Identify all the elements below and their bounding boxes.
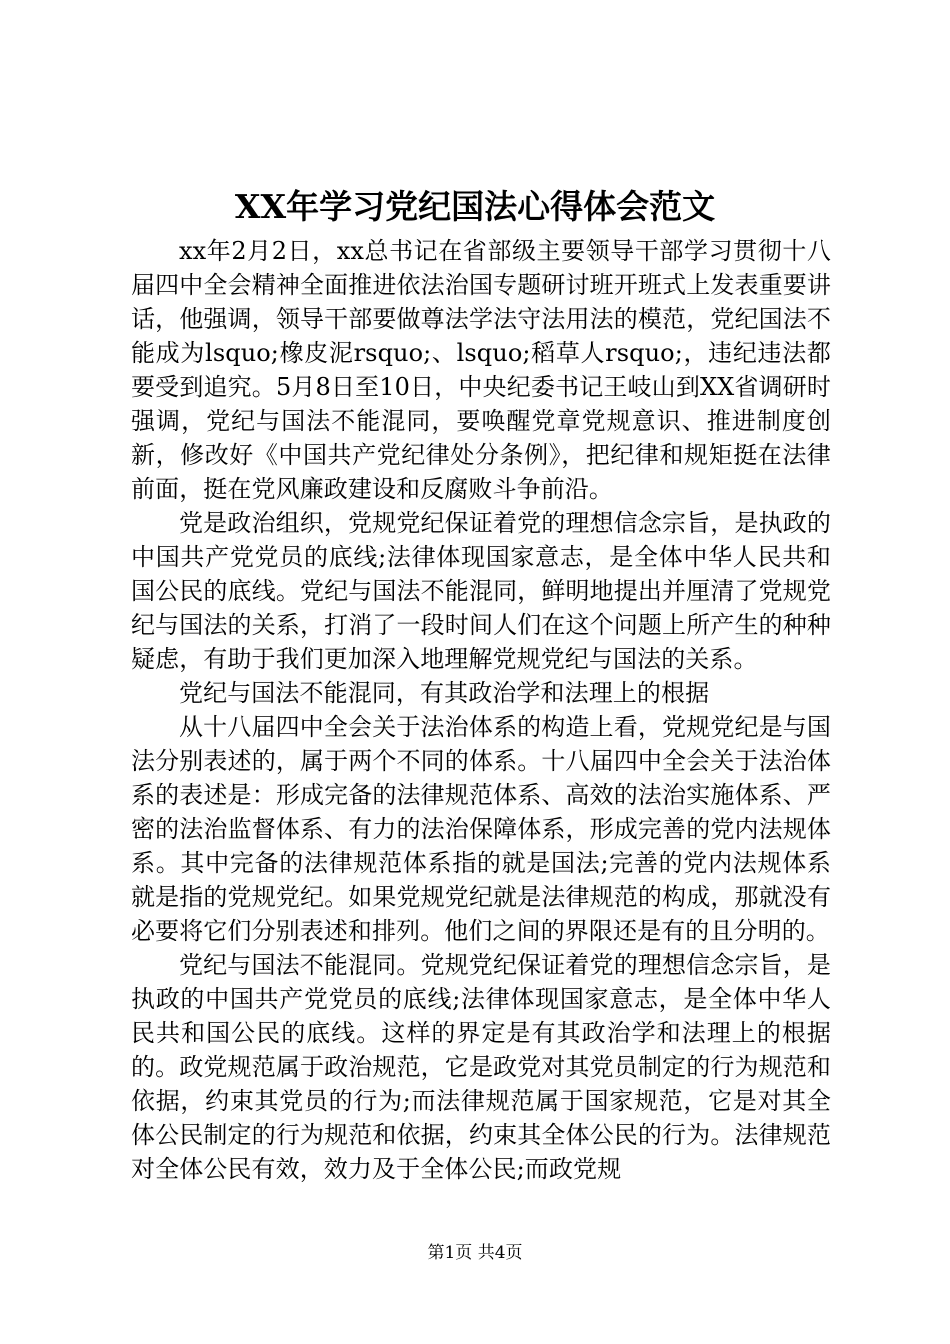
document-body (131, 234, 831, 1186)
paragraph: xx年2月2日，xx总书记在省部级主要领导干部学习贯彻十八届四中全会精神全面推进依法治国专题研讨班开班式上发表重要讲话，他强调，领导干部要做尊法学法守法用法的模范，党纪国法不能成为lsquo;橡皮泥rsquo;、lsquo;稻草人rsquo;，违纪违法都要受到追究。5月8日至10日，中央纪委书记王岐山到XX省调研时强调，党纪与国法不能混同，要唤醒党章党规意识、推进制度创新，修改好《中国共产党纪律处分条例》，把纪律和规矩挺在法律前面，挺在党风廉政建设和反腐败斗争前沿。 (131, 237, 831, 503)
page-number-footer: 第1页 共4页 (427, 1243, 523, 1263)
paragraph: 党是政治组织，党规党纪保证着党的理想信念宗旨，是执政的中国共产党党员的底线;法律体现国家意志，是全体中华人民共和国公民的底线。党纪与国法不能混同，鲜明地提出并厘清了党规党纪与国法的关系，打消了一段时间人们在这个问题上所产生的种种疑虑，有助于我们更加深入地理解党规党纪与国法的关系。 (131, 509, 831, 673)
section-heading: 党纪与国法不能混同，有其政治学和法理上的根据 (179, 679, 710, 707)
paragraph: 党纪与国法不能混同。党规党纪保证着党的理想信念宗旨，是执政的中国共产党党员的底线;法律体现国家意志，是全体中华人民共和国公民的底线。这样的界定是有其政治学和法理上的根据的。政党规范属于政治规范，它是政党对其党员制定的行为规范和依据，约束其党员的行为;而法律规范属于国家规范，它是对其全体公民制定的行为规范和依据，约束其全体公民的行为。法律规范对全体公民有效，效力及于全体公民;而政党规 (131, 951, 831, 1183)
document-title: XX年学习党纪国法心得体会范文 (234, 187, 716, 226)
paragraph: 从十八届四中全会关于法治体系的构造上看，党规党纪是与国法分别表述的，属于两个不同的体系。十八届四中全会关于法治体系的表述是：形成完备的法律规范体系、高效的法治实施体系、严密的法治监督体系、有力的法治保障体系，形成完善的党内法规体系。其中完备的法律规范体系指的就是国法;完善的党内法规体系就是指的党规党纪。如果党规党纪就是法律规范的构成，那就没有必要将它们分别表述和排列。他们之间的界限还是有的且分明的。 (131, 713, 831, 945)
